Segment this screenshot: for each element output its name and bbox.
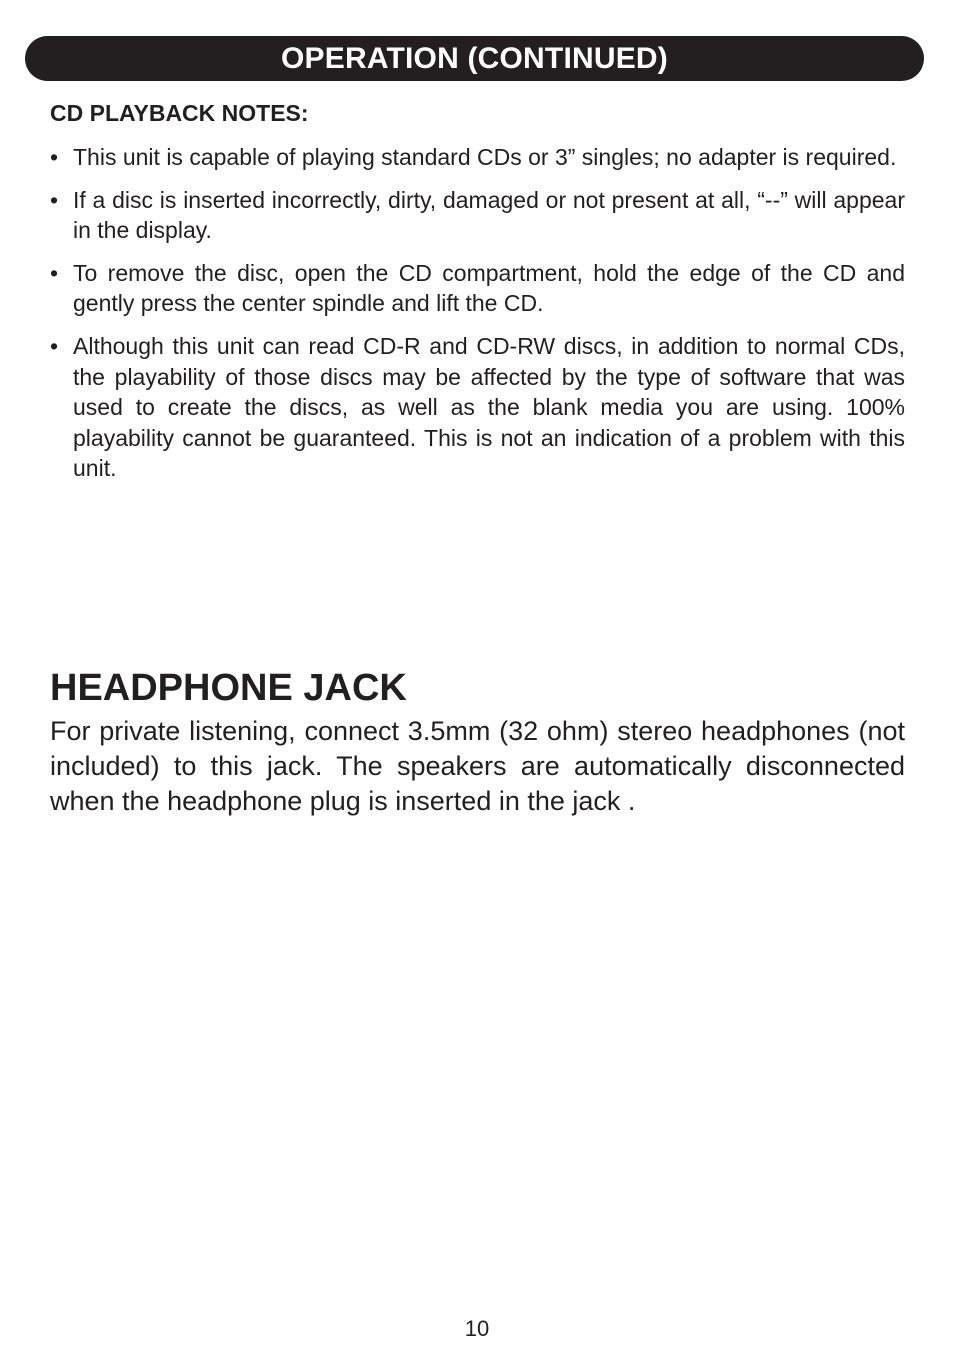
section-header-bar (25, 36, 924, 81)
bullet-icon: • (50, 144, 59, 170)
note-item (50, 331, 905, 484)
headphone-jack-body: For private listening, connect 3.5mm (32 ohm) stereo headphones (not included) to this jack. The speakers are automatically disconnected when the headphone plug is inserted in the jack . (50, 716, 905, 816)
note-item (50, 142, 905, 173)
bullet-icon: • (50, 332, 59, 359)
note-text: If a disc is inserted incorrectly, dirty, damaged or not present at all, “--” will appear in the display. (73, 186, 905, 244)
bullet-icon: • (50, 186, 59, 213)
bullet-icon: • (50, 259, 59, 286)
note-item (50, 258, 905, 319)
headphone-jack-title: HEADPHONE JACK (50, 667, 407, 709)
section-header-title: OPERATION (CONTINUED) (281, 41, 668, 75)
note-text: To remove the disc, open the CD compartment, hold the edge of the CD and gently press the center spindle and lift the CD. (73, 259, 905, 317)
note-text: Although this unit can read CD-R and CD-RW discs, in addition to normal CDs, the playability of those discs may be affected by the type of software that was used to create the discs, as well as the blank media you are using. 100% playability cannot be guaranteed. This is not an indication of a problem with this unit. (73, 332, 905, 482)
cd-playback-notes-list (50, 142, 905, 496)
page-number: 10 (464, 1316, 490, 1341)
note-item (50, 185, 905, 246)
cd-playback-notes-heading: CD PLAYBACK NOTES: (50, 100, 309, 126)
note-text: This unit is capable of playing standard CDs or 3” singles; no adapter is required. (73, 144, 897, 170)
